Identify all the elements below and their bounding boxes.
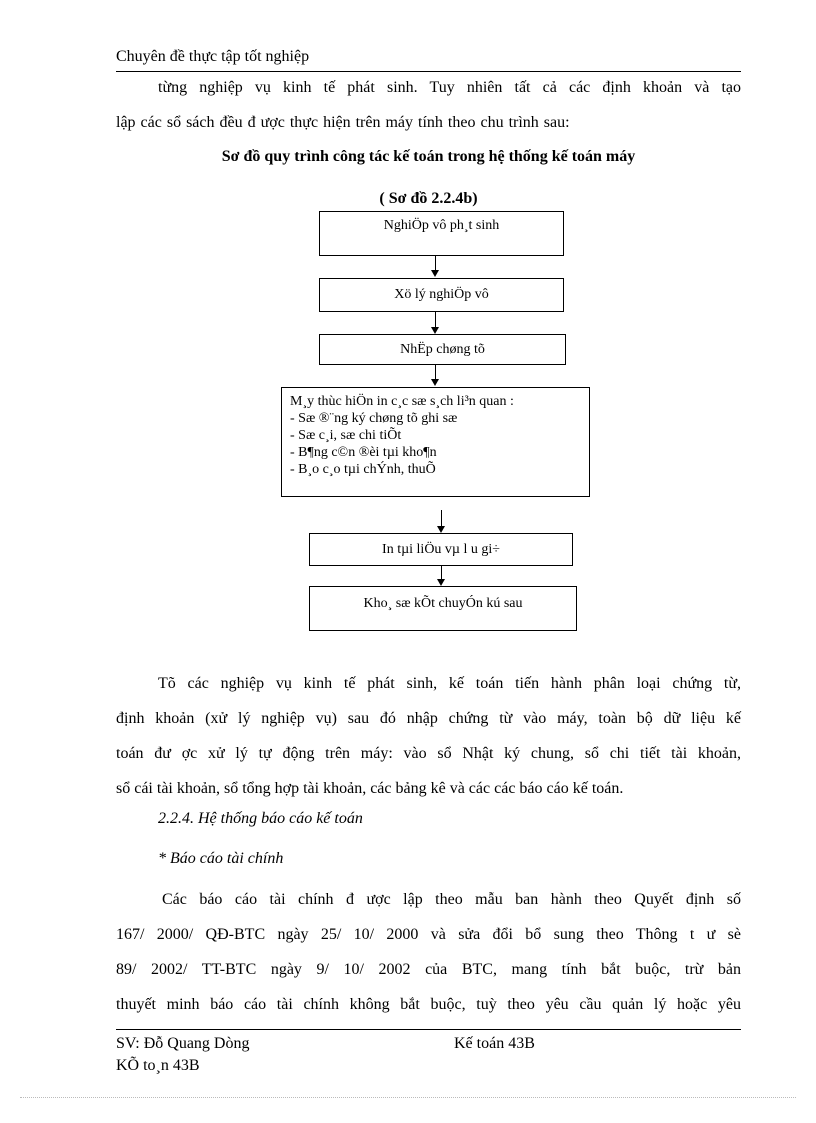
body-paragraph-2 xyxy=(116,882,741,1022)
body-line: thuyết minh báo cáo tài chính không bắt buộc, tuỳ theo yêu cầu quản lý hoặc yêu xyxy=(116,996,741,1013)
flow-box-arising-transaction: NghiÖp vô ph¸t sinh xyxy=(319,211,564,256)
body-line: Tõ các nghiệp vụ kinh tế phát sinh, kế toán tiến hành phân loại chứng từ, xyxy=(158,675,741,692)
footer-divider xyxy=(116,1029,741,1030)
section-heading: 2.2.4. Hệ thống báo cáo kế toán xyxy=(158,810,363,827)
print-books-heading: M¸y thùc hiÖn in c¸c sæ s¸ch li³n quan : xyxy=(290,394,514,409)
flow-box-close-books: Kho¸ sæ kÕt chuyÓn kú sau xyxy=(309,586,577,631)
body-line: 89/ 2002/ TT-BTC ngày 9/ 10/ 2002 của BTC, mang tính bắt buộc, trừ bản xyxy=(116,961,741,978)
arrow-down-icon xyxy=(431,379,439,386)
arrow-down-icon xyxy=(437,526,445,533)
body-line: Các báo cáo tài chính đ ược lập theo mẫu ban hành theo Quyết định số xyxy=(162,891,741,908)
body-line: định khoản (xử lý nghiệp vụ) sau đó nhập chứng từ vào máy, toàn bộ dữ liệu kế xyxy=(116,710,741,727)
print-books-item: - B¶ng c©n ®èi tµi kho¶n xyxy=(290,445,437,460)
flow-connector xyxy=(435,256,436,271)
sub-heading: * Báo cáo tài chính xyxy=(158,850,284,867)
intro-line: lập các sổ sách đều đ ược thực hiện trên máy tính theo chu trình sau: xyxy=(116,114,570,131)
flow-connector xyxy=(435,312,436,328)
diagram-title: Sơ đồ quy trình công tác kế toán trong hệ thống kế toán máy xyxy=(221,148,636,165)
flow-connector xyxy=(435,365,436,380)
arrow-down-icon xyxy=(431,327,439,334)
arrow-down-icon xyxy=(431,270,439,277)
body-paragraph-1 xyxy=(116,666,741,806)
body-line: toán đư ợc xử lý tự động trên máy: vào sổ Nhật ký chung, sổ chi tiết tài khoản, xyxy=(116,745,741,762)
footer-class-label: Kế toán 43B xyxy=(454,1035,535,1052)
intro-paragraph xyxy=(116,70,741,140)
print-books-item: - B¸o c¸o tµi chÝnh, thuÕ xyxy=(290,462,436,477)
diagram-subtitle: ( Sơ đồ 2.2.4b) xyxy=(379,190,478,207)
intro-line: từng nghiệp vụ kinh tế phát sinh. Tuy nhiên tất cả các định khoản và tạo xyxy=(158,79,741,96)
body-line: 167/ 2000/ QĐ-BTC ngày 25/ 10/ 2000 và sửa đổi bổ sung theo Thông t ư sè xyxy=(116,926,741,943)
body-line: sổ cái tài khoản, sổ tổng hợp tài khoản, các bảng kê và các các báo cáo kế toán. xyxy=(116,780,624,797)
print-books-item: - Sæ ®¨ng ký chøng tõ ghi sæ xyxy=(290,411,458,426)
footer-class-code: KÕ to¸n 43B xyxy=(116,1057,200,1074)
flow-box-print-and-store: In tµi liÖu vµ l u gi÷ xyxy=(309,533,573,566)
flow-box-enter-vouchers: NhËp chøng tõ xyxy=(319,334,566,365)
page-header-title: Chuyên đề thực tập tốt nghiệp xyxy=(116,48,310,65)
page-bottom-border xyxy=(20,1097,796,1098)
print-books-item: - Sæ c¸i, sæ chi tiÕt xyxy=(290,428,402,443)
flow-box-process-transaction: Xö lý nghiÖp vô xyxy=(319,278,564,312)
footer-student: SV: Đỗ Quang Dòng xyxy=(116,1035,250,1052)
arrow-down-icon xyxy=(437,579,445,586)
flow-connector xyxy=(441,510,442,527)
flow-connector xyxy=(441,566,442,580)
flow-box-print-books xyxy=(281,387,590,497)
